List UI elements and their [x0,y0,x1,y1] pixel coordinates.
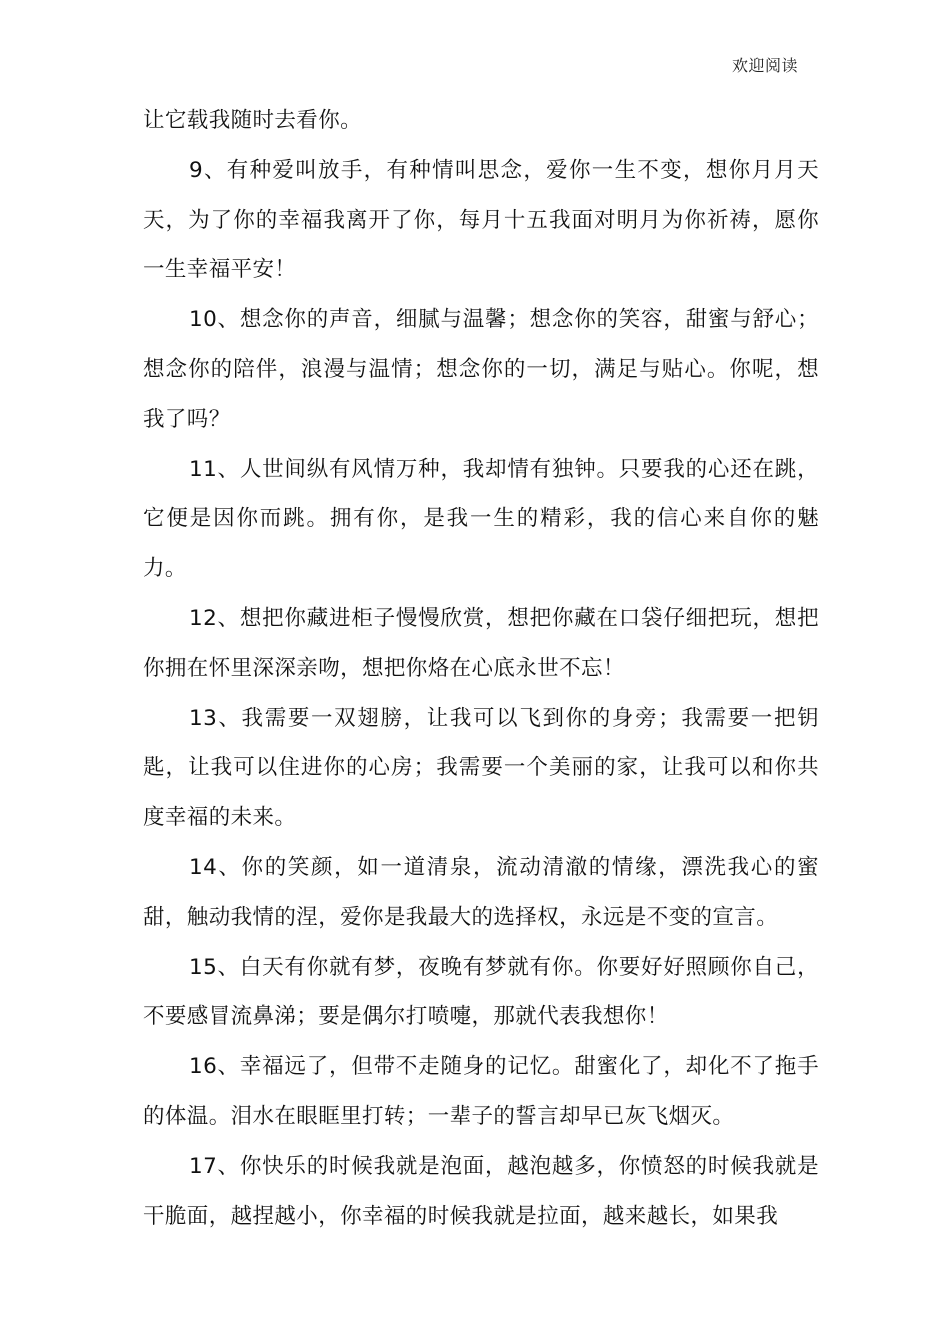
paragraph: 11、人世间纵有风情万种，我却情有独钟。只要我的心还在跳，它便是因你而跳。拥有你，是我一生的精彩，我的信心来自你的魅力。 [143,456,819,582]
paragraph: 10、想念你的声音，细腻与温馨；想念你的笑容，甜蜜与舒心；想念你的陪伴，浪漫与温情；想念你的一切，满足与贴心。你呢，想我了吗？ [143,307,819,432]
paragraph: 17、你快乐的时候我就是泡面，越泡越多，你愤怒的时候我就是干脆面，越捏越小，你幸福的时候我就是拉面，越来越长，如果我 [143,1153,819,1229]
paragraph: 12、想把你藏进柜子慢慢欣赏，想把你藏在口袋仔细把玩，想把你拥在怀里深深亲吻，想把你烙在心底永世不忘！ [143,605,819,681]
paragraph: 15、白天有你就有梦，夜晚有梦就有你。你要好好照顾你自己，不要感冒流鼻涕；要是偶尔打喷嚏，那就代表我想你！ [143,954,819,1030]
paragraph: 9、有种爱叫放手，有种情叫思念，爱你一生不变，想你月月天天，为了你的幸福我离开了你，每月十五我面对明月为你祈祷，愿你一生幸福平安！ [143,157,819,283]
paragraph: 16、幸福远了，但带不走随身的记忆。甜蜜化了，却化不了拖手的体温。泪水在眼眶里打转；一辈子的誓言却早已灰飞烟灭。 [143,1054,819,1129]
paragraph: 让它载我随时去看你。 [143,108,363,133]
page-header: 欢迎阅读 [731,56,798,75]
document-body [143,96,819,1241]
paragraph: 13、我需要一双翅膀，让我可以飞到你的身旁；我需要一把钥匙，让我可以住进你的心房；我需要一个美丽的家，让我可以和你共度幸福的未来。 [143,705,819,831]
paragraph: 14、你的笑颜，如一道清泉，流动清澈的情缘，漂洗我心的蜜甜，触动我情的涅，爱你是我最大的选择权，永远是不变的宣言。 [143,854,819,930]
